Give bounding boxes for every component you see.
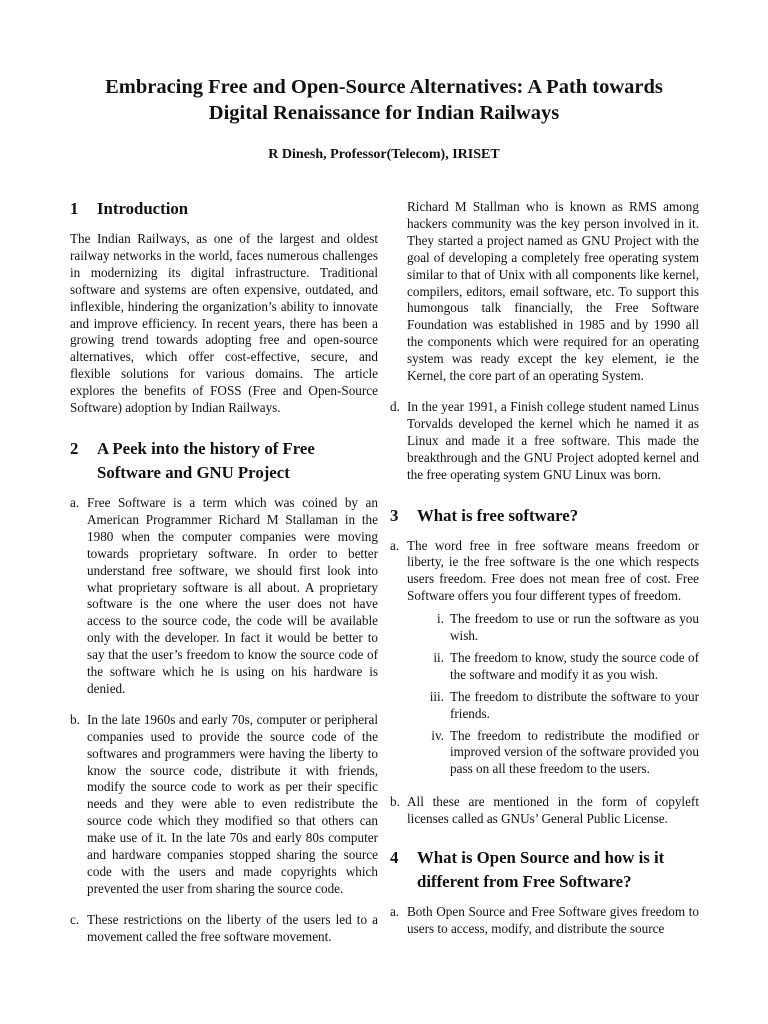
- list-item-text: [407, 538, 699, 785]
- list-item-text: These restrictions on the liberty of the users led to a movement called the free software movement.: [87, 911, 378, 944]
- list-item: [70, 495, 378, 698]
- section-title: What is free software?: [417, 505, 579, 525]
- list-marker: b.: [70, 711, 80, 727]
- section-title: What is Open Source and how is it different from Free Software?: [417, 848, 665, 892]
- roman-marker: i.: [437, 611, 444, 627]
- section-title: A Peek into the history of Free Software and GNU Project: [97, 438, 315, 482]
- freedoms-list: [407, 611, 699, 778]
- list-item: [70, 912, 378, 946]
- right-column: [390, 199, 699, 960]
- list-item-text: All these are mentioned in the form of copyleft licenses called as GNUs’ General Public License.: [407, 794, 699, 827]
- history-list-continued: [390, 199, 699, 484]
- list-item: [390, 538, 699, 785]
- author-line: R Dinesh, Professor(Telecom), IRISET: [268, 147, 500, 162]
- list-marker: b.: [390, 794, 400, 810]
- list-item-continued: [407, 199, 699, 385]
- list-item-text: Free Software is a term which was coined by an American Programmer Richard M Stallaman in the 1980 when the computer companies were moving towards proprietary software. In order to better understand free software, we should first look into what proprietary software is all about. A proprietary software is the one where the user does not have access to the source code, the code will be available only with the developer. In fact it would be better to say that the user’s freedom to know the source code of the software which he is using on his hardware is denied.: [87, 494, 378, 696]
- freedom-item: [407, 650, 699, 684]
- freedom-text: The freedom to redistribute the modified or improved version of the software provided you pass on all these freedom to the users.: [450, 727, 699, 777]
- section-title: Introduction: [97, 199, 189, 218]
- section-2-heading: [70, 437, 378, 485]
- freedom-item: [407, 611, 699, 645]
- section-3-heading: [390, 504, 699, 528]
- freedom-text: The freedom to distribute the software to your friends.: [450, 688, 699, 721]
- free-software-list: [390, 538, 699, 829]
- freedom-item: [407, 689, 699, 723]
- freedom-text: The freedom to know, study the source code of the software and modify it as you wish.: [450, 649, 699, 682]
- list-marker: a.: [390, 904, 400, 920]
- section-number: 2: [70, 438, 79, 458]
- list-item-text: In the year 1991, a Finish college student named Linus Torvalds developed the kernel which he named it as Linux and made it a free software. This made the breakthrough and the GNU Project adopted kernel and the free operating system GNU Linux was born.: [407, 398, 699, 482]
- roman-marker: iii.: [429, 688, 444, 704]
- list-item-text: In the late 1960s and early 70s, computer or peripheral companies used to provide the source code of the softwares and programmers were having the liberty to know the source code, distribute it with friends, modify the source code to work as per their specific needs and they were able to even redistribute the source code which they modified so that others can make use of it. In the late 70s and early 80s computer and hardware companies stopped sharing the source code with the users and made copyrights which prevented the user from sharing the source code.: [87, 711, 378, 896]
- history-list: [70, 495, 378, 946]
- list-item: [70, 712, 378, 898]
- list-item-text: Richard M Stallman who is known as RMS among hackers community was the key person involved in it. They started a project named as GNU Project with the goal of developing a completely free operating system similar to that of Unix with all components like kernel, compilers, editors, email software, etc. To support this humongous talk financially, the Free Software Foundation was established in 1985 and by 1990 all the components which were required for an operating system was ready except the key element, ie the Kernel, the core part of an operating System.: [407, 199, 699, 384]
- paper-title: [40, 74, 728, 126]
- list-marker: d.: [390, 398, 400, 414]
- section-number: 4: [390, 848, 399, 868]
- introduction-paragraph: The Indian Railways, as one of the largest and oldest railway networks in the world, faces numerous challenges in modernizing its digital infrastructure. Traditional software and systems are often expensive, outdated, and inflexible, hindering the organization’s ability to innovate and improve efficiency. In recent years, there has been a growing trend towards adopting free and open-source alternatives, which offer cost-effective, secure, and flexible solutions for various domains. The article explores the benefits of FOSS (Free and Open-Source Software) adoption by Indian Railways.: [70, 231, 378, 416]
- section-number: 1: [70, 199, 79, 218]
- left-column: [70, 197, 378, 968]
- section-4-heading: [390, 846, 699, 894]
- roman-marker: ii.: [433, 649, 444, 665]
- list-marker: c.: [70, 911, 80, 927]
- section-1-heading: [70, 197, 378, 221]
- list-marker: a.: [390, 537, 400, 553]
- section-number: 3: [390, 505, 399, 525]
- list-item-text: Both Open Source and Free Software gives freedom to users to access, modify, and distribute the source: [407, 904, 699, 936]
- list-item: [390, 399, 699, 484]
- list-marker: a.: [70, 494, 80, 510]
- freedom-text: The freedom to use or run the software as you wish.: [450, 611, 699, 644]
- roman-marker: iv.: [431, 727, 444, 743]
- list-item: [390, 904, 699, 938]
- list-item: [390, 794, 699, 828]
- paper-title-line-1: Embracing Free and Open-Source Alternatives: A Path towards: [105, 76, 663, 98]
- paper-title-line-2: Digital Renaissance for Indian Railways: [208, 102, 560, 124]
- list-item-body: The word free in free software means freedom or liberty, ie the free software is the one which respects users freedom. Free does not mean free of cost. Free Software offers you four different types of freedom.: [407, 537, 699, 604]
- open-source-list: [390, 904, 699, 938]
- freedom-item: [407, 728, 699, 779]
